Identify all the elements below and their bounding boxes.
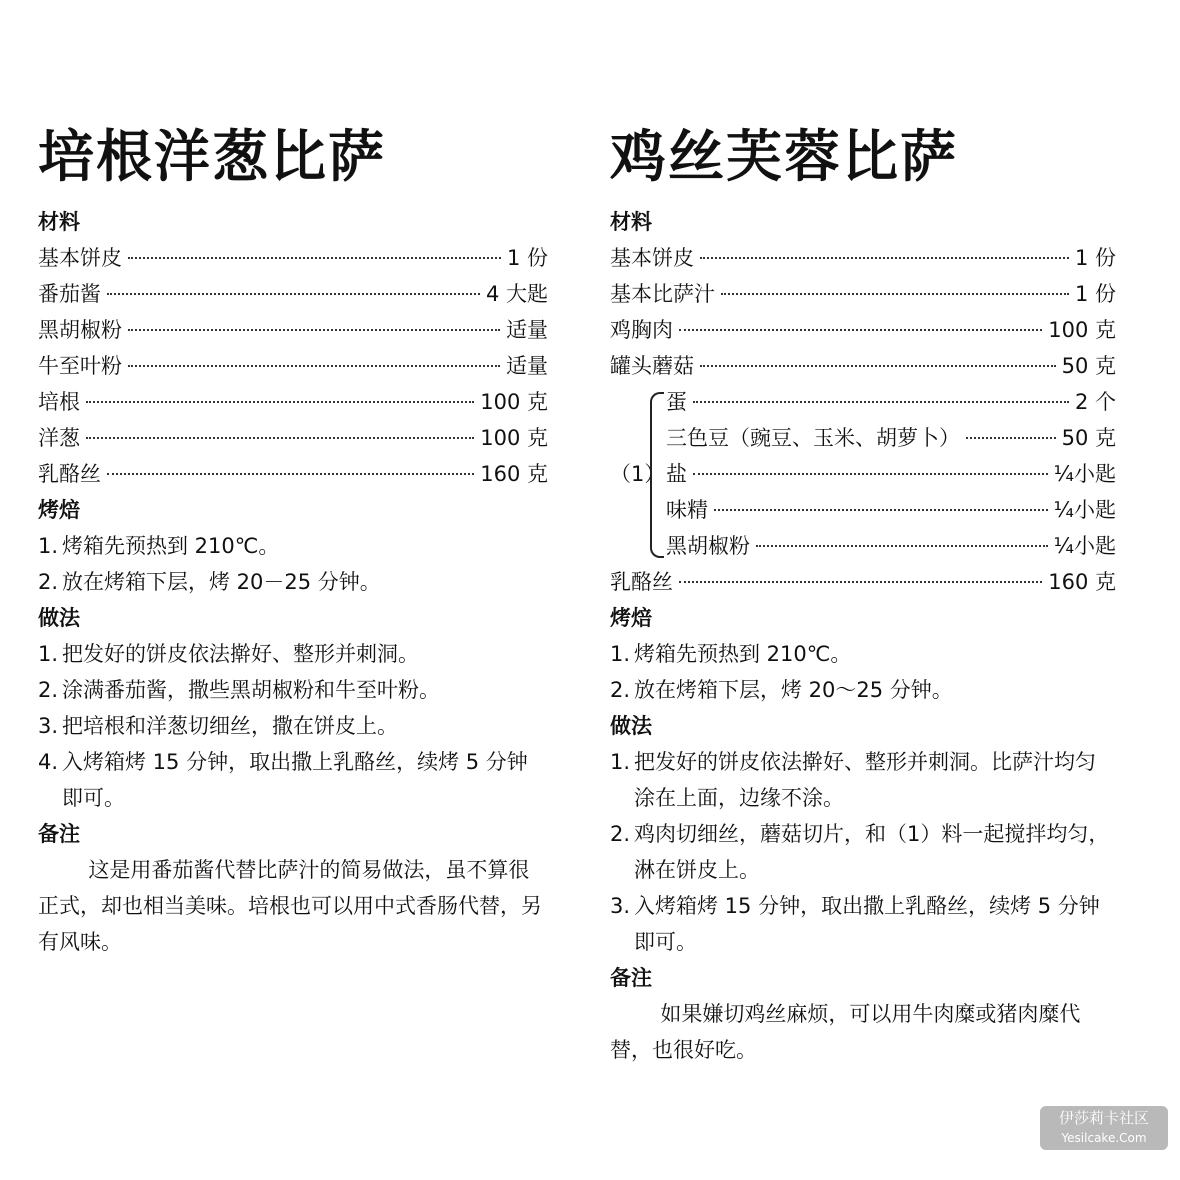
ingredient-qty: 1 份	[506, 246, 548, 270]
ingredient-name: 番茄酱	[38, 282, 101, 306]
ingredient-qty: 160 克	[480, 462, 548, 486]
ingredient-name: 三色豆（豌豆、玉米、胡萝卜）	[666, 426, 960, 450]
leader-dots	[721, 293, 1069, 295]
recipe-title: 鸡丝芙蓉比萨	[610, 125, 958, 190]
bake-heading: 烤焙	[38, 498, 80, 522]
method-step	[38, 672, 548, 708]
method-heading: 做法	[610, 714, 652, 738]
ingredient-row	[666, 456, 1116, 492]
method-heading: 做法	[38, 606, 80, 630]
leader-dots	[966, 437, 1056, 439]
ingredient-qty: 100 克	[1048, 318, 1116, 342]
ingredient-row	[610, 564, 1116, 600]
step-text: 烤箱先预热到 210℃。	[634, 642, 852, 666]
ingredient-qty: 1 份	[1074, 282, 1116, 306]
leader-dots	[714, 509, 1048, 511]
recipe-title: 培根洋葱比萨	[38, 125, 386, 190]
bake-step	[610, 636, 1116, 672]
step-text: 放在烤箱下层，烤 20～25 分钟。	[634, 678, 953, 702]
step-text: 把发好的饼皮依法擀好、整形并刺洞。	[62, 642, 419, 666]
leader-dots	[700, 257, 1069, 259]
ingredient-name: 洋葱	[38, 426, 80, 450]
leader-dots	[756, 545, 1048, 547]
recipe-left	[38, 120, 548, 960]
ingredient-qty: 4 大匙	[485, 282, 548, 306]
step-number: 1.	[610, 750, 631, 774]
method-step	[38, 636, 548, 672]
ingredient-qty: 50 克	[1061, 426, 1116, 450]
ingredient-qty: 160 克	[1048, 570, 1116, 594]
ingredient-row	[666, 420, 1116, 456]
step-number: 2.	[610, 822, 631, 846]
ingredient-qty: 100 克	[480, 390, 548, 414]
leader-dots	[679, 329, 1042, 331]
leader-dots	[693, 401, 1069, 403]
ingredient-row	[666, 528, 1116, 564]
bake-step	[38, 564, 548, 600]
ingredient-qty: ¼小匙	[1053, 462, 1116, 486]
method-step	[610, 888, 1116, 960]
method-step	[38, 744, 548, 816]
ingredient-row	[38, 348, 548, 384]
method-step	[610, 744, 1116, 816]
step-text: 把发好的饼皮依法擀好、整形并刺洞。比萨汁均匀涂在上面，边缘不涂。	[634, 750, 1096, 810]
step-text: 入烤箱烤 15 分钟，取出撒上乳酪丝，续烤 5 分钟即可。	[634, 894, 1100, 954]
note-heading: 备注	[610, 966, 652, 990]
ingredient-name: 乳酪丝	[610, 570, 673, 594]
bake-step	[610, 672, 1116, 708]
ingredient-name: 培根	[38, 390, 80, 414]
leader-dots	[679, 581, 1042, 583]
ingredient-row	[38, 276, 548, 312]
left-brace-icon	[650, 392, 664, 558]
ingredient-row	[610, 348, 1116, 384]
ingredient-name: 基本饼皮	[610, 246, 694, 270]
ingredient-row	[610, 276, 1116, 312]
ingredient-qty: 100 克	[480, 426, 548, 450]
note-text: 这是用番茄酱代替比萨汁的简易做法，虽不算很正式，却也相当美味。培根也可以用中式香肠代替，另有风味。	[38, 858, 542, 954]
leader-dots	[128, 329, 500, 331]
leader-dots	[128, 257, 501, 259]
leader-dots	[128, 365, 500, 367]
watermark-line1: 伊莎莉卡社区	[1058, 1109, 1149, 1127]
step-number: 1.	[38, 642, 59, 666]
step-text: 鸡肉切细丝，蘑菇切片，和（1）料一起搅拌均匀，淋在饼皮上。	[634, 822, 1110, 882]
note-heading: 备注	[38, 822, 80, 846]
recipe-right	[610, 120, 1116, 1068]
step-text: 烤箱先预热到 210℃。	[62, 534, 280, 558]
ingredient-name: 蛋	[666, 390, 687, 414]
ingredient-qty: ¼小匙	[1053, 534, 1116, 558]
ingredient-qty: 适量	[506, 354, 548, 378]
watermark-line2: Yesilcake.Com	[1061, 1131, 1147, 1145]
group-label: （1）	[610, 462, 666, 486]
leader-dots	[107, 473, 474, 475]
leader-dots	[700, 365, 1056, 367]
ingredient-name: 牛至叶粉	[38, 354, 122, 378]
ingredient-name: 黑胡椒粉	[38, 318, 122, 342]
ingredient-row	[666, 384, 1116, 420]
ingredient-row	[38, 384, 548, 420]
step-number: 2.	[610, 678, 631, 702]
step-text: 放在烤箱下层，烤 20－25 分钟。	[62, 570, 381, 594]
ingredient-row	[38, 420, 548, 456]
ingredient-row	[38, 240, 548, 276]
ingredient-row	[38, 312, 548, 348]
ingredient-qty: 2 个	[1074, 390, 1116, 414]
bake-heading: 烤焙	[610, 606, 652, 630]
ingredient-name: 罐头蘑菇	[610, 354, 694, 378]
method-step	[610, 816, 1116, 888]
ingredient-qty: 1 份	[1074, 246, 1116, 270]
ingredient-group	[610, 384, 1116, 564]
ingredient-list	[610, 240, 1116, 600]
materials-heading: 材料	[38, 210, 80, 234]
ingredient-row	[610, 312, 1116, 348]
step-number: 1.	[38, 534, 59, 558]
step-number: 1.	[610, 642, 631, 666]
leader-dots	[693, 473, 1048, 475]
site-watermark	[1040, 1106, 1168, 1150]
ingredient-name: 黑胡椒粉	[666, 534, 750, 558]
step-text: 涂满番茄酱，撒些黑胡椒粉和牛至叶粉。	[62, 678, 440, 702]
ingredient-name: 鸡胸肉	[610, 318, 673, 342]
ingredient-qty: 50 克	[1061, 354, 1116, 378]
ingredient-name: 盐	[666, 462, 687, 486]
ingredient-row	[610, 240, 1116, 276]
step-number: 4.	[38, 750, 59, 774]
ingredient-list	[38, 240, 548, 492]
bake-step	[38, 528, 548, 564]
step-text: 把培根和洋葱切细丝，撒在饼皮上。	[62, 714, 398, 738]
leader-dots	[86, 401, 474, 403]
step-number: 2.	[38, 570, 59, 594]
leader-dots	[107, 293, 480, 295]
ingredient-row	[666, 492, 1116, 528]
method-step	[38, 708, 548, 744]
ingredient-qty: 适量	[506, 318, 548, 342]
leader-dots	[86, 437, 474, 439]
step-number: 3.	[38, 714, 59, 738]
step-text: 入烤箱烤 15 分钟，取出撒上乳酪丝，续烤 5 分钟即可。	[62, 750, 528, 810]
ingredient-row	[38, 456, 548, 492]
ingredient-name: 基本饼皮	[38, 246, 122, 270]
materials-heading: 材料	[610, 210, 652, 234]
ingredient-name: 味精	[666, 498, 708, 522]
step-number: 3.	[610, 894, 631, 918]
step-number: 2.	[38, 678, 59, 702]
ingredient-qty: ¼小匙	[1053, 498, 1116, 522]
ingredient-name: 基本比萨汁	[610, 282, 715, 306]
note-text: 如果嫌切鸡丝麻烦，可以用牛肉糜或猪肉糜代替，也很好吃。	[610, 1002, 1081, 1062]
ingredient-name: 乳酪丝	[38, 462, 101, 486]
